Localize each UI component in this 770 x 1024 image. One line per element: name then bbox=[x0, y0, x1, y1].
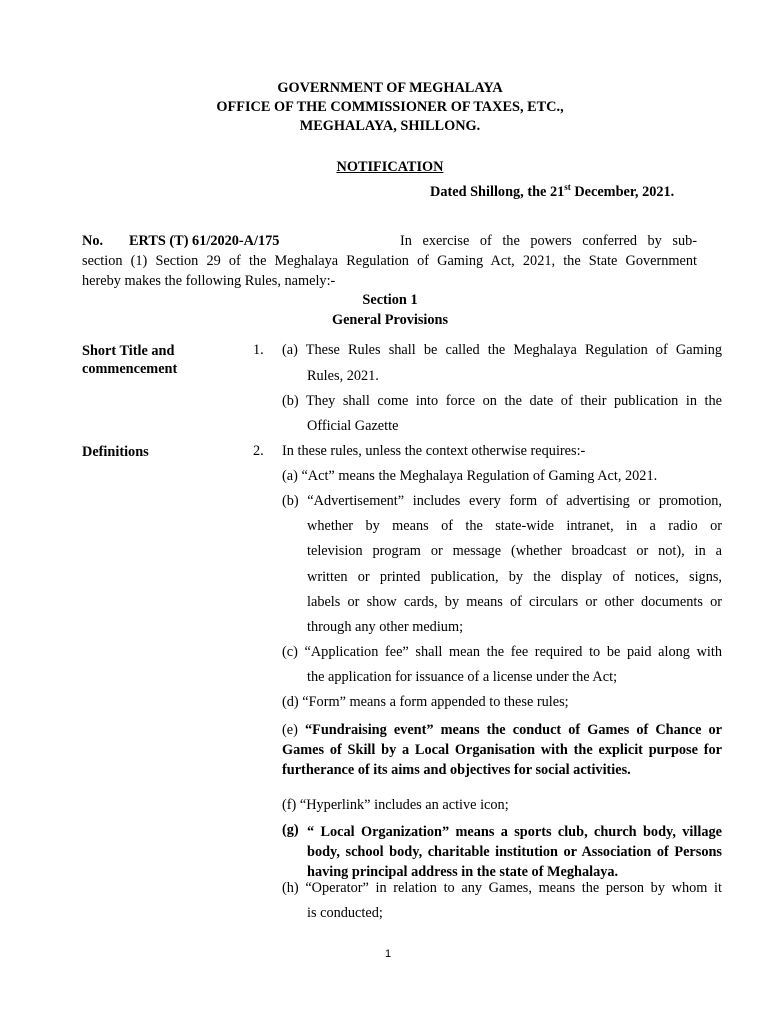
page-number: 1 bbox=[385, 948, 392, 960]
rule-1-a-line-2: Rules, 2021. bbox=[307, 368, 379, 384]
rule-1-b-line-2: Official Gazette bbox=[307, 418, 399, 434]
definition-g-text: “ Local Organization” means a sports club, church body, village body, school body, charitable institution or Association of Persons having principal address in the state of Meghalaya. bbox=[307, 824, 722, 880]
definition-h-line-2: is conducted; bbox=[307, 905, 383, 921]
definition-c-line-2: the application for issuance of a license under the Act; bbox=[307, 669, 618, 685]
rule-2-intro: In these rules, unless the context otherwise requires:- bbox=[282, 443, 586, 459]
definition-b-line-1: (b) “Advertisement” includes every form of advertising or promotion, bbox=[282, 493, 722, 509]
reference-number: ERTS (T) 61/2020-A/175 bbox=[129, 233, 280, 249]
margin-label-definitions: Definitions bbox=[82, 444, 149, 460]
notification-title: NOTIFICATION bbox=[336, 159, 444, 175]
rule-1-a-line-1: (a) These Rules shall be called the Meghalaya Regulation of Gaming bbox=[282, 342, 722, 358]
rule-1-number: 1. bbox=[253, 342, 264, 358]
header-office: OFFICE OF THE COMMISSIONER OF TAXES, ETC., bbox=[216, 99, 564, 115]
reference-no-label: No. bbox=[82, 233, 104, 249]
header-location: MEGHALAYA, SHILLONG. bbox=[299, 118, 481, 134]
definition-c-line-1: (c) “Application fee” shall mean the fee required to be paid along with bbox=[282, 644, 722, 660]
definition-b-line-2: whether by means of the state-wide intranet, in a radio or bbox=[307, 518, 722, 534]
notification-date: Dated Shillong, the 21st December, 2021. bbox=[430, 182, 675, 200]
definition-b-line-4: written or printed publication, by the display of notices, signs, bbox=[307, 569, 722, 585]
definition-b-line-6: through any other medium; bbox=[307, 619, 464, 635]
definition-f: (f) “Hyperlink” includes an active icon; bbox=[282, 797, 509, 813]
definition-d: (d) “Form” means a form appended to these rules; bbox=[282, 694, 569, 710]
definition-h-line-1: (h) “Operator” in relation to any Games, means the person by whom it bbox=[282, 880, 722, 896]
rule-2-number: 2. bbox=[253, 443, 264, 459]
rule-1-b-line-1: (b) They shall come into force on the date of their publication in the bbox=[282, 393, 722, 409]
section-title: General Provisions bbox=[331, 312, 449, 328]
preamble-line-3: hereby makes the following Rules, namely:- bbox=[82, 273, 336, 289]
header-government: GOVERNMENT OF MEGHALAYA bbox=[277, 80, 503, 96]
preamble-line-2: section (1) Section 29 of the Meghalaya Regulation of Gaming Act, 2021, the State Government bbox=[82, 253, 697, 269]
definition-g-label: (g) bbox=[282, 822, 299, 838]
definition-b-line-5: labels or show cards, by means of circulars or other documents or bbox=[307, 594, 722, 610]
definition-b-line-3: television program or message (whether broadcast or not), in a bbox=[307, 543, 722, 559]
definition-a: (a) “Act” means the Meghalaya Regulation of Gaming Act, 2021. bbox=[282, 468, 658, 484]
definition-e: (e) “Fundraising event” means the conduct of Games of Chance or Games of Skill by a Local Organisation with the explicit purpose for furtherance of its aims and objectives for social activities. bbox=[282, 722, 722, 778]
margin-label-short-title: Short Title and commencement bbox=[82, 343, 178, 377]
section-number: Section 1 bbox=[362, 292, 418, 308]
preamble-line-1: In exercise of the powers conferred by sub- bbox=[400, 233, 697, 249]
